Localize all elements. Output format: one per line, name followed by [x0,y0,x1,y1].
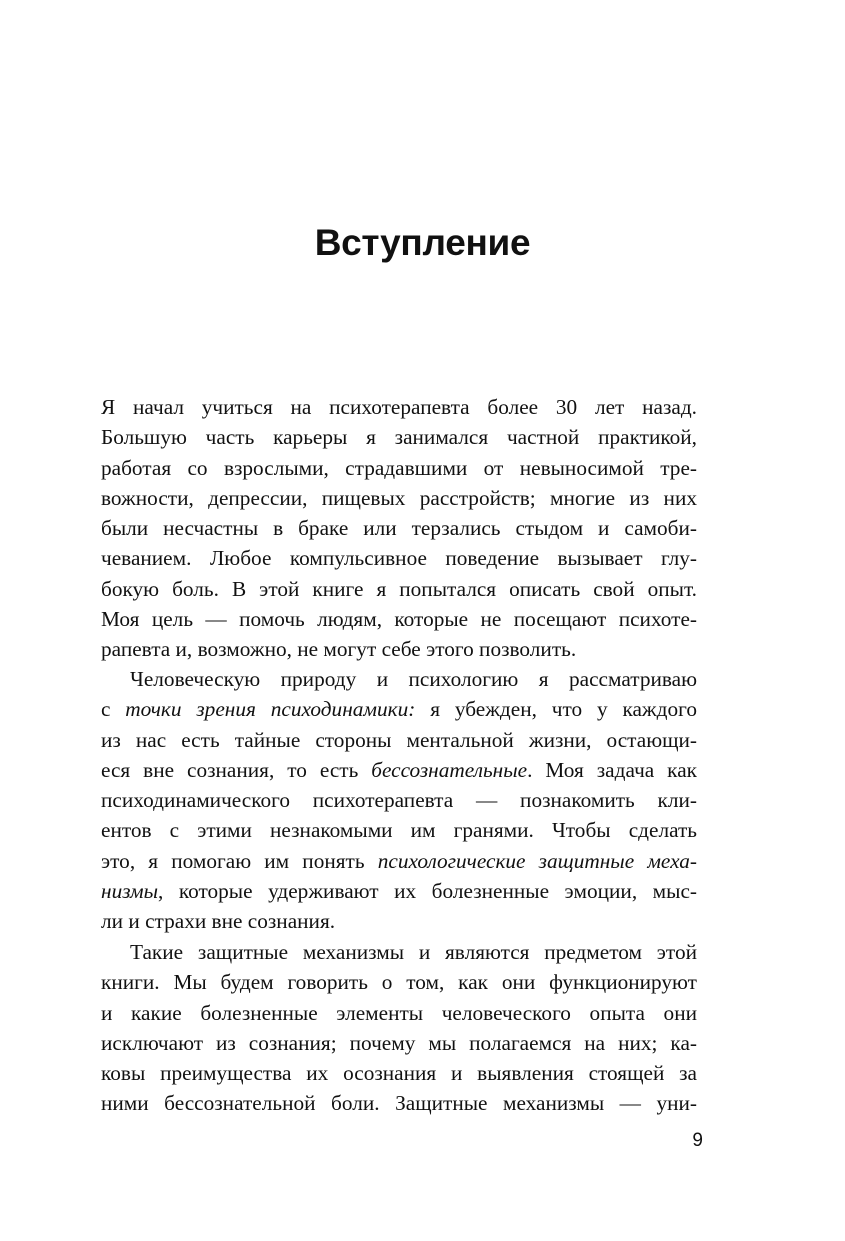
text-line: низмы, которые удерживают их болезненные эмоции, мыс- [101,879,697,904]
text-line: исключают из сознания; почему мы полагаемся на них; ка- [101,1030,697,1055]
text-line: Моя цель — помочь людям, которые не посещают психоте- [101,607,697,632]
text-line: психодинамического психотерапевта — познакомить кли- [101,788,697,813]
text-line: чеванием. Любое компульсивное поведение вызывает глу- [101,546,697,571]
chapter-title: Вступление [314,222,531,263]
text-line: ними бессознательной боли. Защитные механизмы — уни- [101,1091,697,1116]
body-text-block-2 [101,664,697,937]
text-line: Я начал учиться на психотерапевта более 30 лет назад. [101,395,697,419]
italic-term: психологические защитные меха- [377,848,697,873]
text-line: рапевта и, возможно, не могут себе этого позволить. [101,637,577,662]
text-line: Человеческую природу и психологию я рассматриваю [130,667,697,691]
page-number: 9 [692,1130,703,1151]
text-line: это, я помогаю им понять психологические защитные меха- [101,848,697,873]
body-text-block-1 [101,392,697,665]
italic-term: низмы [101,879,159,904]
text-line: Большую часть карьеры я занимался частной практикой, [101,425,697,450]
text-line: вожности, депрессии, пищевых расстройств; многие из них [101,485,697,510]
text-line: и какие болезненные элементы человеческого опыта они [101,1000,697,1025]
text-line: книги. Мы будем говорить о том, как они функционируют [101,970,697,995]
italic-term: бессознательные [371,757,528,782]
body-text-block-3 [101,937,697,1119]
text-line: бокую боль. В этой книге я попытался описать свой опыт. [101,576,697,601]
text-line: Такие защитные механизмы и являются предметом этой [130,940,697,964]
text-line: ковы преимущества их осознания и выявления стоящей за [101,1061,697,1086]
italic-term: точки зрения психодинамики: [125,697,416,722]
text-line: были несчастны в браке или терзались стыдом и самоби- [101,516,697,541]
text-line: ентов с этими незнакомыми им гранями. Чтобы сделать [101,818,697,843]
text-line: из нас есть тайные стороны ментальной жизни, остающи- [101,727,697,752]
text-line: работая со взрослыми, страдавшими от невыносимой тре- [101,455,697,480]
text-line: с точки зрения психодинамики: я убежден, что у каждого [101,697,697,722]
text-line: еся вне сознания, то есть бессознательные. Моя задача как [101,757,697,782]
text-line: ли и страхи вне сознания. [101,909,336,934]
